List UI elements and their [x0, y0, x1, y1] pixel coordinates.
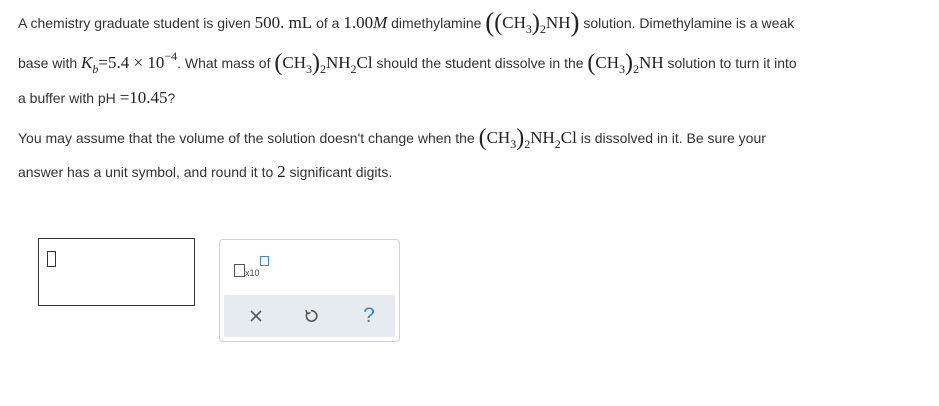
formula-paren-open-inner: ( — [494, 10, 503, 36]
mantissa-box-icon — [234, 264, 245, 277]
salt2-cl: Cl — [560, 128, 577, 147]
formula-ch: CH — [502, 13, 526, 32]
sol-ch: CH — [595, 53, 620, 72]
undo-button[interactable] — [300, 305, 322, 327]
concentration-value: 1.00 — [343, 13, 374, 32]
question-line-3 — [18, 88, 175, 108]
close-icon — [249, 309, 263, 323]
salt-cl: Cl — [356, 53, 373, 72]
help-icon: ? — [363, 304, 375, 327]
question-line-2 — [18, 51, 797, 74]
formula-sub-3: 3 — [525, 22, 532, 36]
salt-paren-close: ) — [311, 50, 320, 76]
input-cursor-placeholder — [47, 251, 56, 267]
clear-button[interactable] — [245, 305, 267, 327]
buffer-text: a buffer with pH — [18, 90, 120, 106]
x10-label: x10 — [245, 268, 260, 278]
sol-sub-3: 3 — [619, 62, 626, 76]
salt2-sub-3: 3 — [510, 137, 517, 151]
salt-sub-2: 2 — [319, 62, 326, 76]
sol-paren-close: ) — [625, 50, 634, 76]
salt-sub-2b: 2 — [350, 62, 357, 76]
sol-nh: NH — [639, 53, 664, 72]
salt2-sub-2b: 2 — [554, 137, 561, 151]
volume-value: 500. mL — [254, 13, 313, 32]
ph-value: =10.45 — [119, 88, 168, 107]
formula-sub-2: 2 — [539, 22, 546, 36]
salt-ch: CH — [282, 53, 306, 72]
line5-rest: significant digits. — [285, 164, 393, 180]
help-button[interactable] — [358, 305, 380, 327]
kb-sub-b: b — [92, 62, 99, 76]
scientific-notation-button[interactable] — [234, 256, 268, 280]
kb-exponent: −4 — [164, 49, 178, 63]
sol-paren-open: ( — [587, 50, 596, 76]
of-a-text: of a — [312, 15, 344, 31]
formula-paren-open: ( — [485, 7, 495, 37]
salt-paren-open: ( — [274, 50, 283, 76]
salt2-paren-open: ( — [478, 125, 487, 151]
should-dissolve-text: should the student dissolve in the — [372, 55, 588, 71]
line2-tail: solution to turn it into — [663, 55, 797, 71]
math-toolbar-panel — [219, 239, 400, 342]
intro-text: A chemistry graduate student is given — [18, 15, 255, 31]
formula-paren-close-inner: ) — [531, 10, 540, 36]
what-mass-text: . What mass of — [177, 55, 275, 71]
base-with-text: base with — [18, 55, 82, 71]
line1-rest: solution. Dimethylamine is a weak — [579, 15, 795, 31]
sig-digits-value: 2 — [277, 162, 286, 181]
kb-k: K — [81, 53, 93, 72]
formula-paren-close: ) — [570, 7, 580, 37]
kb-value: =5.4 × 10 — [98, 53, 165, 72]
question-mark: ? — [167, 90, 176, 106]
salt2-sub-2: 2 — [524, 137, 531, 151]
salt-nh: NH — [325, 53, 351, 72]
exponent-box-icon — [260, 256, 269, 266]
formula-nh: NH — [545, 13, 571, 32]
sol-sub-2: 2 — [633, 62, 640, 76]
salt2-nh: NH — [530, 128, 555, 147]
answer-instructions: answer has a unit symbol, and round it to — [18, 164, 278, 180]
question-line-4 — [18, 126, 766, 149]
undo-icon — [302, 307, 320, 325]
line4-rest: is dissolved in it. Be sure your — [576, 130, 766, 146]
assume-text: You may assume that the volume of the solution doesn't change when the — [18, 130, 479, 146]
salt2-paren-close: ) — [516, 125, 525, 151]
action-bar — [224, 295, 395, 337]
question-line-1 — [18, 7, 795, 37]
compound-name: dimethylamine — [387, 15, 486, 31]
molarity-unit: M — [373, 13, 388, 32]
salt2-ch: CH — [486, 128, 511, 147]
answer-input[interactable] — [38, 238, 195, 306]
salt-sub-3: 3 — [305, 62, 312, 76]
question-line-5 — [18, 162, 392, 182]
